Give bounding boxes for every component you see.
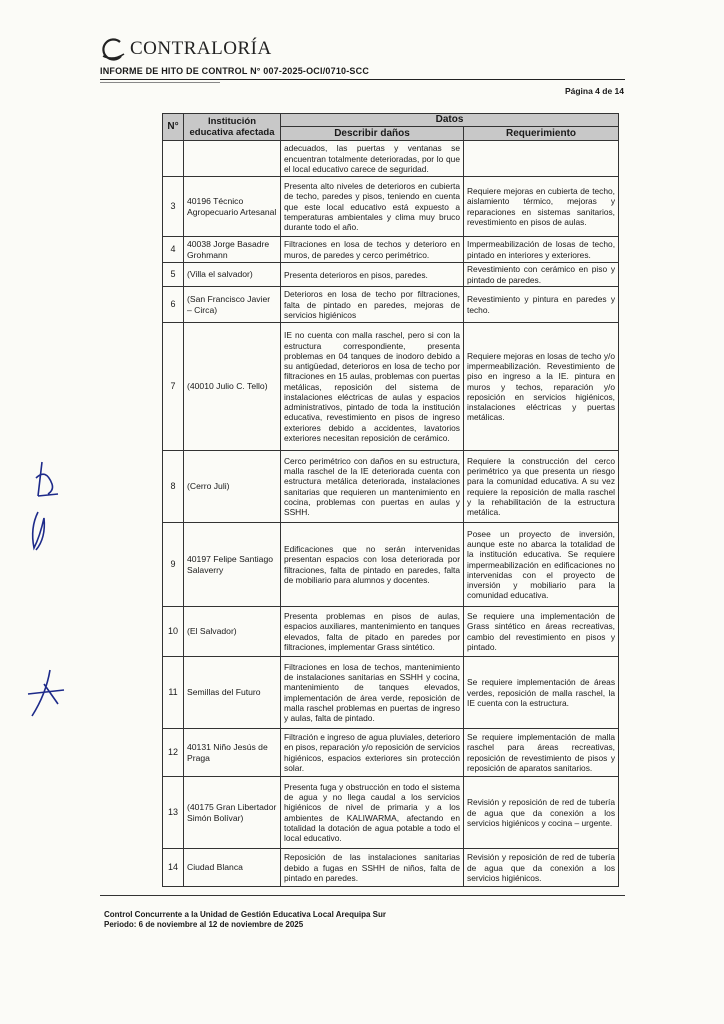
table-row <box>163 729 619 777</box>
row-number: 3 <box>163 177 184 237</box>
page-number: Página 4 de 14 <box>564 86 624 96</box>
row-institution: (San Francisco Javier – Circa) <box>184 287 281 323</box>
row-institution <box>184 141 281 177</box>
row-damages: Presenta problemas en pisos de aulas, espacios auxiliares, mantenimiento en tanques elevados, falta de pitado en paredes por filtraciones, implementar Grass sintético. <box>281 607 464 657</box>
row-requirement: Se requiere una implementación de Grass sintético en áreas recreativas, cambio del revestimiento en pisos y pintado. <box>464 607 619 657</box>
row-requirement: Requiere mejoras en losas de techo y/o impermeabilización. Revestimiento de piso en ingreso a la IE. pintura en muros y techos, reparación y/o reposición en servicios higiénicos, instalaciones eléctricas y puertas metálicas. <box>464 323 619 451</box>
row-requirement: Se requiere implementación de malla raschel para áreas recreativas, reposición de revestimiento de pisos y reposición de aparatos sanitarios. <box>464 729 619 777</box>
handwritten-initial-icon <box>26 508 52 554</box>
table-row <box>163 177 619 237</box>
row-institution: 40196 Técnico Agropecuario Artesanal <box>184 177 281 237</box>
row-damages: Cerco perimétrico con daños en su estructura, malla raschel de la IE deteriorada cuenta con estructura metálica deteriorada, instalaciones sanitarias que requieren un mantenimiento en cocina, problemas con puertas en aulas y SSHH. <box>281 451 464 523</box>
row-requirement: Impermeabilización de losas de techo, pintado en interiores y exteriores. <box>464 237 619 263</box>
row-damages: Presenta fuga y obstrucción en todo el sistema de agua y no llega caudal a los servicios higiénicos de nivel de primaria y a los ambientes de KALIWARMA, afectando en totalidad la dotación de agua potable a todo el local educativo. <box>281 777 464 849</box>
row-number: 11 <box>163 657 184 729</box>
row-number: 6 <box>163 287 184 323</box>
table-row <box>163 141 619 177</box>
row-number: 9 <box>163 523 184 607</box>
row-institution: Ciudad Blanca <box>184 849 281 887</box>
col-header-requerimiento: Requerimiento <box>464 127 619 141</box>
table-row <box>163 523 619 607</box>
row-institution: Semillas del Futuro <box>184 657 281 729</box>
row-damages: Edificaciones que no serán intervenidas presentan espacios con losa deteriorada por filtraciones, falta de pintado en paredes, falta de mobiliario para alumnos y docentes. <box>281 523 464 607</box>
table-row <box>163 849 619 887</box>
row-number: 4 <box>163 237 184 263</box>
table-row <box>163 237 619 263</box>
row-institution: 40131 Niño Jesús de Praga <box>184 729 281 777</box>
row-damages: Filtraciones en losa de techos y deterioro en muros, de paredes y cerco perimétrico. <box>281 237 464 263</box>
row-damages: Filtraciones en losa de techos, mantenimiento de instalaciones sanitarias en SSHH y cocina, mantenimiento de tanques elevados, implementación de área verde, reposición de malla raschel problemas en puertas de ingreso y aulas, falta de pintado. <box>281 657 464 729</box>
header-logo <box>100 36 272 62</box>
footer-divider <box>100 895 625 896</box>
row-damages: Presenta deterioros en pisos, paredes. <box>281 263 464 287</box>
row-requirement: Se requiere implementación de áreas verdes, reposición de malla raschel, la IE cuenta con la estructura. <box>464 657 619 729</box>
col-header-no: N° <box>163 114 184 141</box>
row-number: 7 <box>163 323 184 451</box>
row-damages: IE no cuenta con malla raschel, pero si con la estructura correspondiente, presenta problemas en 04 tanques de inodoro debido a su antigüedad, deterioros en losa de techo por filtraciones en 15 aulas, problemas con puertas metálicas, reposición del sistema de instalaciones eléctricas de aulas y espacios administrativos, pintado de toda la institución educativa, revestimiento en pisos de ingreso exteriores debido a accidentes, lavatorios exteriores necesitan reposición de cerámico. <box>281 323 464 451</box>
row-requirement: Requiere la construcción del cerco perimétrico ya que presenta un riesgo para la comunidad educativa. A su vez requiere la reposición de malla raschel y la rehabilitación de la estructura metálica. <box>464 451 619 523</box>
col-header-danos: Describir daños <box>281 127 464 141</box>
report-id: INFORME DE HITO DE CONTROL N° 007-2025-OCI/0710-SCC <box>100 66 370 76</box>
row-number: 12 <box>163 729 184 777</box>
damages-table <box>162 113 619 887</box>
header-divider <box>100 79 625 80</box>
row-institution: (40175 Gran Libertador Simón Bolívar) <box>184 777 281 849</box>
row-institution: 40038 Jorge Basadre Grohmann <box>184 237 281 263</box>
table-row <box>163 777 619 849</box>
row-requirement: Revestimiento y pintura en paredes y techo. <box>464 287 619 323</box>
table-body <box>163 141 619 887</box>
row-institution: (Villa el salvador) <box>184 263 281 287</box>
row-number: 14 <box>163 849 184 887</box>
row-number: 13 <box>163 777 184 849</box>
table-row <box>163 263 619 287</box>
row-requirement: Requiere mejoras en cubierta de techo, aislamiento térmico, mejoras y reparaciones en sistemas sanitarios, revestimiento en pisos de aulas. <box>464 177 619 237</box>
row-damages: Deterioros en losa de techo por filtraciones, falta de pintado en paredes, mejoras de servicios higiénicos <box>281 287 464 323</box>
header-divider-secondary <box>100 82 220 83</box>
row-damages: Filtración e ingreso de agua pluviales, deterioro en pisos, reparación y/o reposición de servicios higiénicos, espacios exteriores sin protección solar. <box>281 729 464 777</box>
row-requirement <box>464 141 619 177</box>
row-damages: Reposición de las instalaciones sanitarias debido a fugas en SSHH de niños, falta de pintado en paredes. <box>281 849 464 887</box>
row-damages: Presenta alto niveles de deterioros en cubierta de techo, paredes y pisos, teniendo en cuenta que este local educativo está expuesto a temperaturas ambientales y clima muy bruco durante todo el año. <box>281 177 464 237</box>
handwritten-signature-icon <box>28 458 62 502</box>
row-number: 10 <box>163 607 184 657</box>
row-institution: (El Salvador) <box>184 607 281 657</box>
row-institution: (40010 Julio C. Tello) <box>184 323 281 451</box>
row-requirement: Revisión y reposición de red de tubería de agua que da conexión a los servicios higiénicos. <box>464 849 619 887</box>
footer <box>104 910 386 931</box>
row-damages: adecuados, las puertas y ventanas se encuentran totalmente deterioradas, por lo que el local educativo carece de seguridad. <box>281 141 464 177</box>
table-row <box>163 287 619 323</box>
handwritten-mark-icon <box>20 664 70 720</box>
table-row <box>163 607 619 657</box>
org-name: CONTRALORÍA <box>130 38 272 59</box>
col-header-institution: Institución educativa afectada <box>184 114 281 141</box>
row-number: 5 <box>163 263 184 287</box>
table-row <box>163 323 619 451</box>
row-requirement: Revisión y reposición de red de tubería de agua que da conexión a los servicios higiénicos y cocina – urgente. <box>464 777 619 849</box>
row-number <box>163 141 184 177</box>
table-row <box>163 451 619 523</box>
footer-period: Periodo: 6 de noviembre al 12 de noviembre de 2025 <box>104 920 304 930</box>
row-requirement: Posee un proyecto de inversión, aunque este no abarca la totalidad de la institución educativa. Se requiere impermeabilización en edificaciones no intervenidas con el proyecto de inversión y mobiliario para la comunidad educativa. <box>464 523 619 607</box>
table-row <box>163 657 619 729</box>
row-requirement: Revestimiento con cerámico en piso y pintado de paredes. <box>464 263 619 287</box>
footer-title: Control Concurrente a la Unidad de Gestión Educativa Local Arequipa Sur <box>104 910 386 919</box>
col-header-datos: Datos <box>281 114 619 127</box>
row-institution: 40197 Felipe Santiago Salaverry <box>184 523 281 607</box>
contraloria-logo-icon <box>100 36 126 62</box>
row-institution: (Cerro Juli) <box>184 451 281 523</box>
row-number: 8 <box>163 451 184 523</box>
